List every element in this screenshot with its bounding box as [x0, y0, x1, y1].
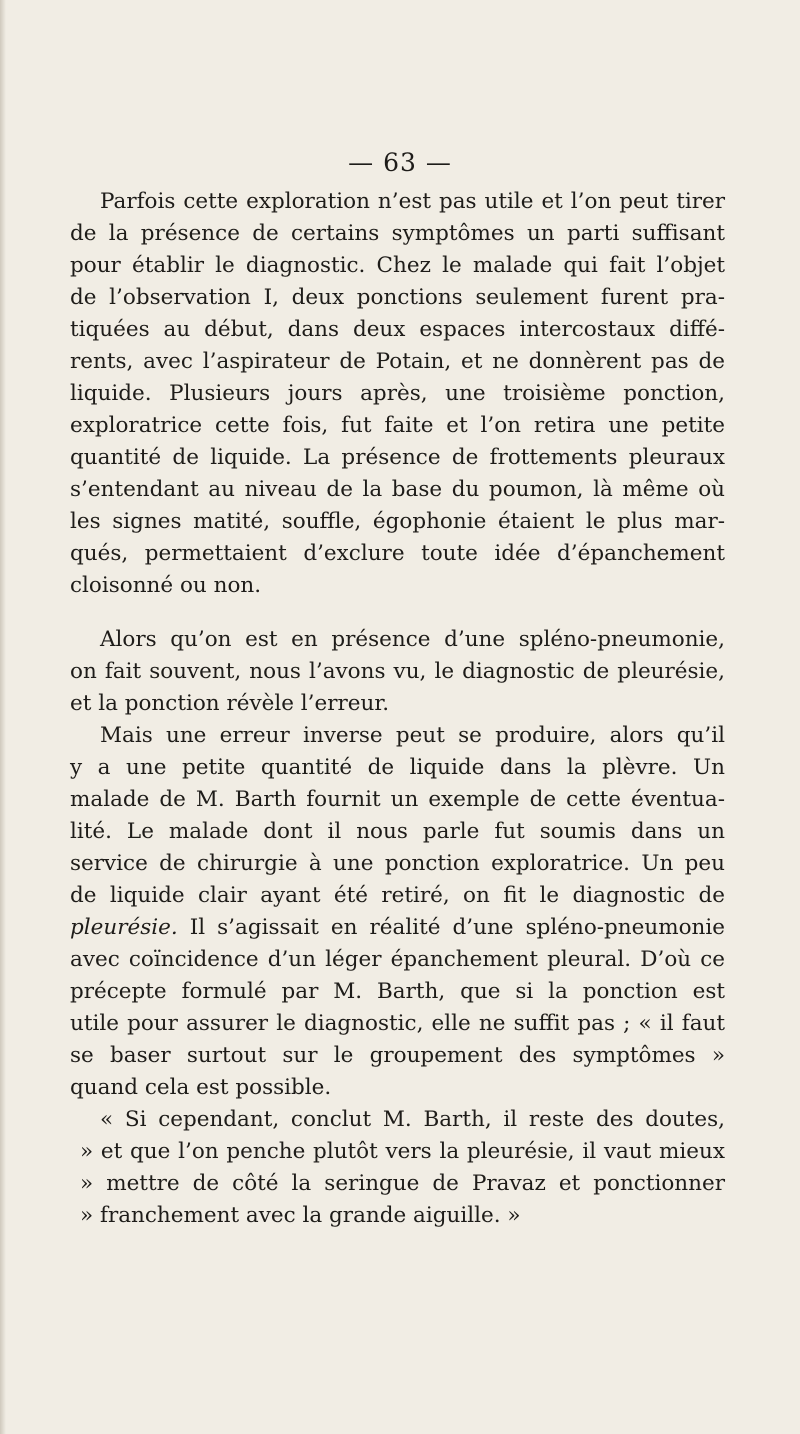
text-line: quand cela est possible.	[70, 1075, 332, 1100]
text-line: » franchement avec la grande aiguille. »	[80, 1203, 521, 1228]
text-fragment: Il s’agissait en réalité d’une spléno-pneumonie	[177, 915, 725, 940]
text-line: tiquées au début, dans deux espaces intercostaux diffé-	[70, 317, 725, 342]
text-line: et la ponction révèle l’erreur.	[70, 691, 390, 716]
text-line: de la présence de certains symptômes un parti suffisant	[70, 221, 725, 246]
text-line: exploratrice cette fois, fut faite et l’on retira une petite	[70, 413, 725, 438]
text-line: y a une petite quantité de liquide dans la plèvre. Un	[70, 755, 725, 780]
text-line: pour établir le diagnostic. Chez le malade qui fait l’objet	[70, 253, 725, 278]
text-line: de liquide clair ayant été retiré, on fit le diagnostic de	[70, 883, 725, 908]
text-line: » mettre de côté la seringue de Pravaz et ponctionner	[80, 1171, 725, 1196]
text-line: Alors qu’on est en présence d’une spléno-pneumonie,	[100, 627, 725, 652]
text-line: de l’observation I, deux ponctions seulement furent pra-	[70, 285, 725, 310]
paragraph-3	[70, 720, 725, 1104]
paragraph-2	[70, 624, 725, 720]
italic-term: pleurésie.	[70, 915, 178, 940]
text-line: qués, permettaient d’exclure toute idée d’épanchement	[70, 541, 725, 566]
paragraph-gap	[70, 602, 725, 624]
text-line: « Si cependant, conclut M. Barth, il reste des doutes,	[100, 1107, 725, 1132]
text-line: rents, avec l’aspirateur de Potain, et ne donnèrent pas de	[70, 349, 725, 374]
paragraph-1	[70, 186, 725, 602]
text-line: on fait souvent, nous l’avons vu, le diagnostic de pleurésie,	[70, 659, 725, 684]
page-number: — 63 —	[348, 148, 452, 177]
text-line: malade de M. Barth fournit un exemple de cette éventua-	[70, 787, 725, 812]
text-line: Mais une erreur inverse peut se produire, alors qu’il	[100, 723, 725, 748]
page-edge-shadow	[0, 0, 6, 1434]
text-line: Parfois cette exploration n’est pas utile et l’on peut tirer	[100, 189, 725, 214]
text-line: se baser surtout sur le groupement des symptômes »	[70, 1043, 725, 1068]
text-line	[70, 912, 725, 944]
text-line: utile pour assurer le diagnostic, elle ne suffit pas ; « il faut	[70, 1011, 725, 1036]
text-line: cloisonné ou non.	[70, 573, 262, 598]
paragraph-4-quotation	[70, 1104, 725, 1232]
body-text	[70, 186, 725, 1232]
text-line: s’entendant au niveau de la base du poumon, là même où	[70, 477, 725, 502]
text-line: avec coïncidence d’un léger épanchement pleural. D’où ce	[70, 947, 725, 972]
text-line: lité. Le malade dont il nous parle fut soumis dans un	[70, 819, 725, 844]
text-line: » et que l’on penche plutôt vers la pleurésie, il vaut mieux	[80, 1139, 725, 1164]
text-line: précepte formulé par M. Barth, que si la ponction est	[70, 979, 725, 1004]
text-line: quantité de liquide. La présence de frottements pleuraux	[70, 445, 725, 470]
text-line: les signes matité, souffle, égophonie étaient le plus mar-	[70, 509, 725, 534]
text-line: liquide. Plusieurs jours après, une troisième ponction,	[70, 381, 725, 406]
text-line: service de chirurgie à une ponction exploratrice. Un peu	[70, 851, 725, 876]
